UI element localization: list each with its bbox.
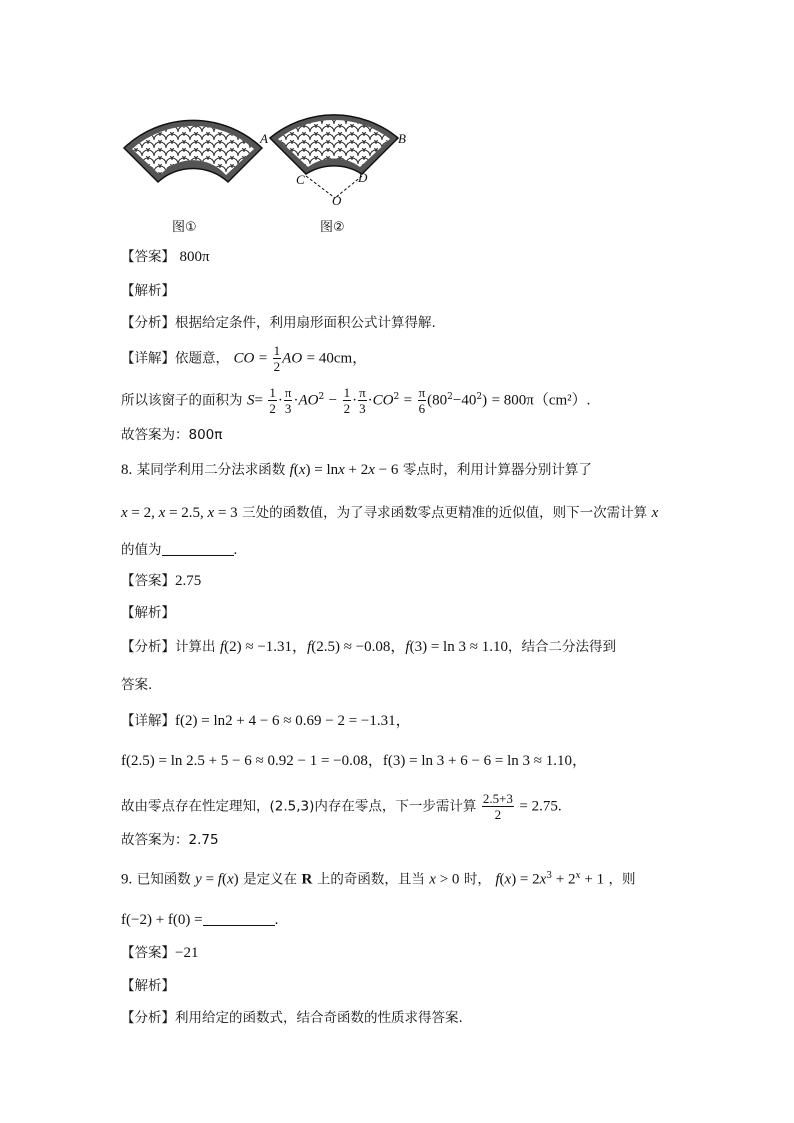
detail-tag: 【详解】 <box>121 713 175 729</box>
q8-detail-line-2 <box>121 751 587 771</box>
math-s: S <box>246 392 255 409</box>
figure-caption-1: 图① <box>172 220 197 235</box>
figure-window-2 <box>262 100 412 205</box>
point-o-label: O <box>332 193 342 208</box>
q9-stem-line-1: 9. 已知函数 y = f(x) 是定义在 R 上的奇函数，且当 x > 0 时， $f(x) = 2x^3 + 2^x + 1$ ，则 <box>121 871 636 888</box>
q7-detail-a: 依题意， <box>175 350 229 367</box>
point-d-label: D <box>358 170 368 185</box>
q9-stem-d: 时， <box>463 871 491 888</box>
analysis-tag: 【解析】 <box>121 283 175 299</box>
q7-area-value: = 800π（cm²）. <box>491 392 591 409</box>
q9-answer: −21 <box>175 945 199 961</box>
q8-answer: 2.75 <box>175 573 202 589</box>
q8-stem-line-1: 8. 某同学利用二分法求函数 f(x) = lnx + 2x − 6 零点时，利用计算器分别计算了 <box>121 462 592 478</box>
q8-final-line <box>121 830 219 850</box>
q7-fenxi-line <box>121 313 436 333</box>
fenxi-tag: 【分析】 <box>121 315 175 331</box>
q8-answer-blank[interactable] <box>162 541 234 556</box>
q9-fenxi-line <box>121 1008 463 1028</box>
q8-stem-line-3: 的值为 . <box>121 542 238 558</box>
q8-fenxi-a: 计算出 <box>175 639 216 655</box>
answer-tag: 【答案】 <box>121 573 175 589</box>
q8-final: 故答案为：2.75 <box>121 832 219 848</box>
q8-detail-l2: f(2.5) = ln 2.5 + 5 − 6 ≈ 0.92 − 1 = −0.08，f(3) = ln 3 + 6 − 6 = ln 3 ≈ 1.10， <box>121 753 588 769</box>
q9-stem-e: ，则 <box>608 871 636 888</box>
q8-stem-a: 某同学利用二分法求函数 <box>136 462 286 478</box>
q9-stem-f: f(−2) + f(0) = <box>121 912 203 928</box>
q7-answer-line <box>121 247 210 267</box>
q8-analysis-line <box>121 603 175 623</box>
q7-detail-b: = 40cm， <box>306 350 368 367</box>
point-a-label: A <box>260 131 268 146</box>
fenxi-tag: 【分析】 <box>121 639 175 655</box>
q8-answer-line <box>121 571 201 591</box>
q9-stem-a: 已知函数 <box>136 871 191 888</box>
q8-number: 8. <box>121 462 133 478</box>
q8-fenxi-line-2 <box>121 675 152 695</box>
q8-fenxi-c: 答案. <box>121 677 153 693</box>
q9-analysis-line <box>121 976 175 996</box>
q7-area-line: 所以该窗子的面积为 S= $\frac{1}{2}$ · $\frac{\pi}{3}$ $\cdot AO^2$ − $\frac{1}{2}$ · $\frac{\pi}{3}$ $\cdot CO^2$ = $\frac{\pi}{6}$ $(80^2-40^2) = 800\pi(cm^2)$. <box>121 385 591 416</box>
analysis-tag: 【解析】 <box>121 978 175 994</box>
math-eq: = <box>258 350 268 367</box>
q8-stem-c: 三处的函数值，为了寻求函数零点更精准的近似值，则下一次需计算 <box>242 505 648 521</box>
frac-half: $\frac{1}{2}$ <box>273 343 281 374</box>
math-ao: AO <box>282 350 303 367</box>
q7-final-line <box>121 425 222 445</box>
q8-stem-line-2: x = 2, x = 2.5, x = 3 三处的函数值，为了寻求函数零点更精准的近似值，则下一次需计算 x <box>121 505 659 521</box>
q8-stem-b: 零点时，利用计算器分别计算了 <box>402 462 592 478</box>
q8-detail-l3a: 故由零点存在性定理知，(2.5,3)内存在零点，下一步需计算 <box>121 798 477 815</box>
analysis-tag: 【解析】 <box>121 605 175 621</box>
figure-caption-2: 图② <box>320 220 345 235</box>
q8-detail-l3b: = 2.75. <box>519 798 562 815</box>
q7-answer: 800π <box>179 249 210 265</box>
q8-detail-l1: f(2) = ln2 + 4 − 6 ≈ 0.69 − 2 = −1.31， <box>175 713 411 729</box>
q9-stem-b: 是定义在 <box>243 871 298 888</box>
answer-tag: 【答案】 <box>121 945 175 961</box>
q9-number: 9. <box>121 871 133 888</box>
fenxi-tag: 【分析】 <box>121 1010 175 1026</box>
math-co: CO <box>233 350 255 367</box>
q9-answer-blank[interactable] <box>203 911 275 926</box>
q8-detail-line-3 <box>121 791 562 822</box>
q7-final: 故答案为：800π <box>121 427 223 443</box>
q8-fenxi-b: ，结合二分法得到 <box>507 639 616 655</box>
q7-fenxi-text: 根据给定条件，利用扇形面积公式计算得解. <box>175 315 436 331</box>
q8-stem-d: 的值为 <box>121 542 162 558</box>
detail-tag: 【详解】 <box>121 350 175 367</box>
figure-window-1 <box>118 108 268 190</box>
q8-fenxi-line: 【分析】计算出 f(2) ≈ −1.31，f(2.5) ≈ −0.08，f(3) = ln 3 ≈ 1.10，结合二分法得到 <box>121 639 616 655</box>
q7-analysis-line <box>121 281 175 301</box>
q9-fenxi-text: 利用给定的函数式，结合奇函数的性质求得答案. <box>175 1010 463 1026</box>
q9-stem-line-2: f(−2) + f(0) = . <box>121 912 279 928</box>
point-b-label: B <box>398 131 406 146</box>
q9-stem-c: 上的奇函数，且当 <box>316 871 425 888</box>
q7-detail-line <box>121 343 367 374</box>
q8-detail-line-1 <box>121 711 411 731</box>
point-c-label: C <box>296 172 305 187</box>
q7-area-prefix: 所以该窗子的面积为 <box>121 392 243 409</box>
answer-tag: 【答案】 <box>121 249 175 265</box>
frac-midpoint: $\frac{2.5+3}{2}$ <box>482 791 513 822</box>
q9-answer-line <box>121 943 198 963</box>
